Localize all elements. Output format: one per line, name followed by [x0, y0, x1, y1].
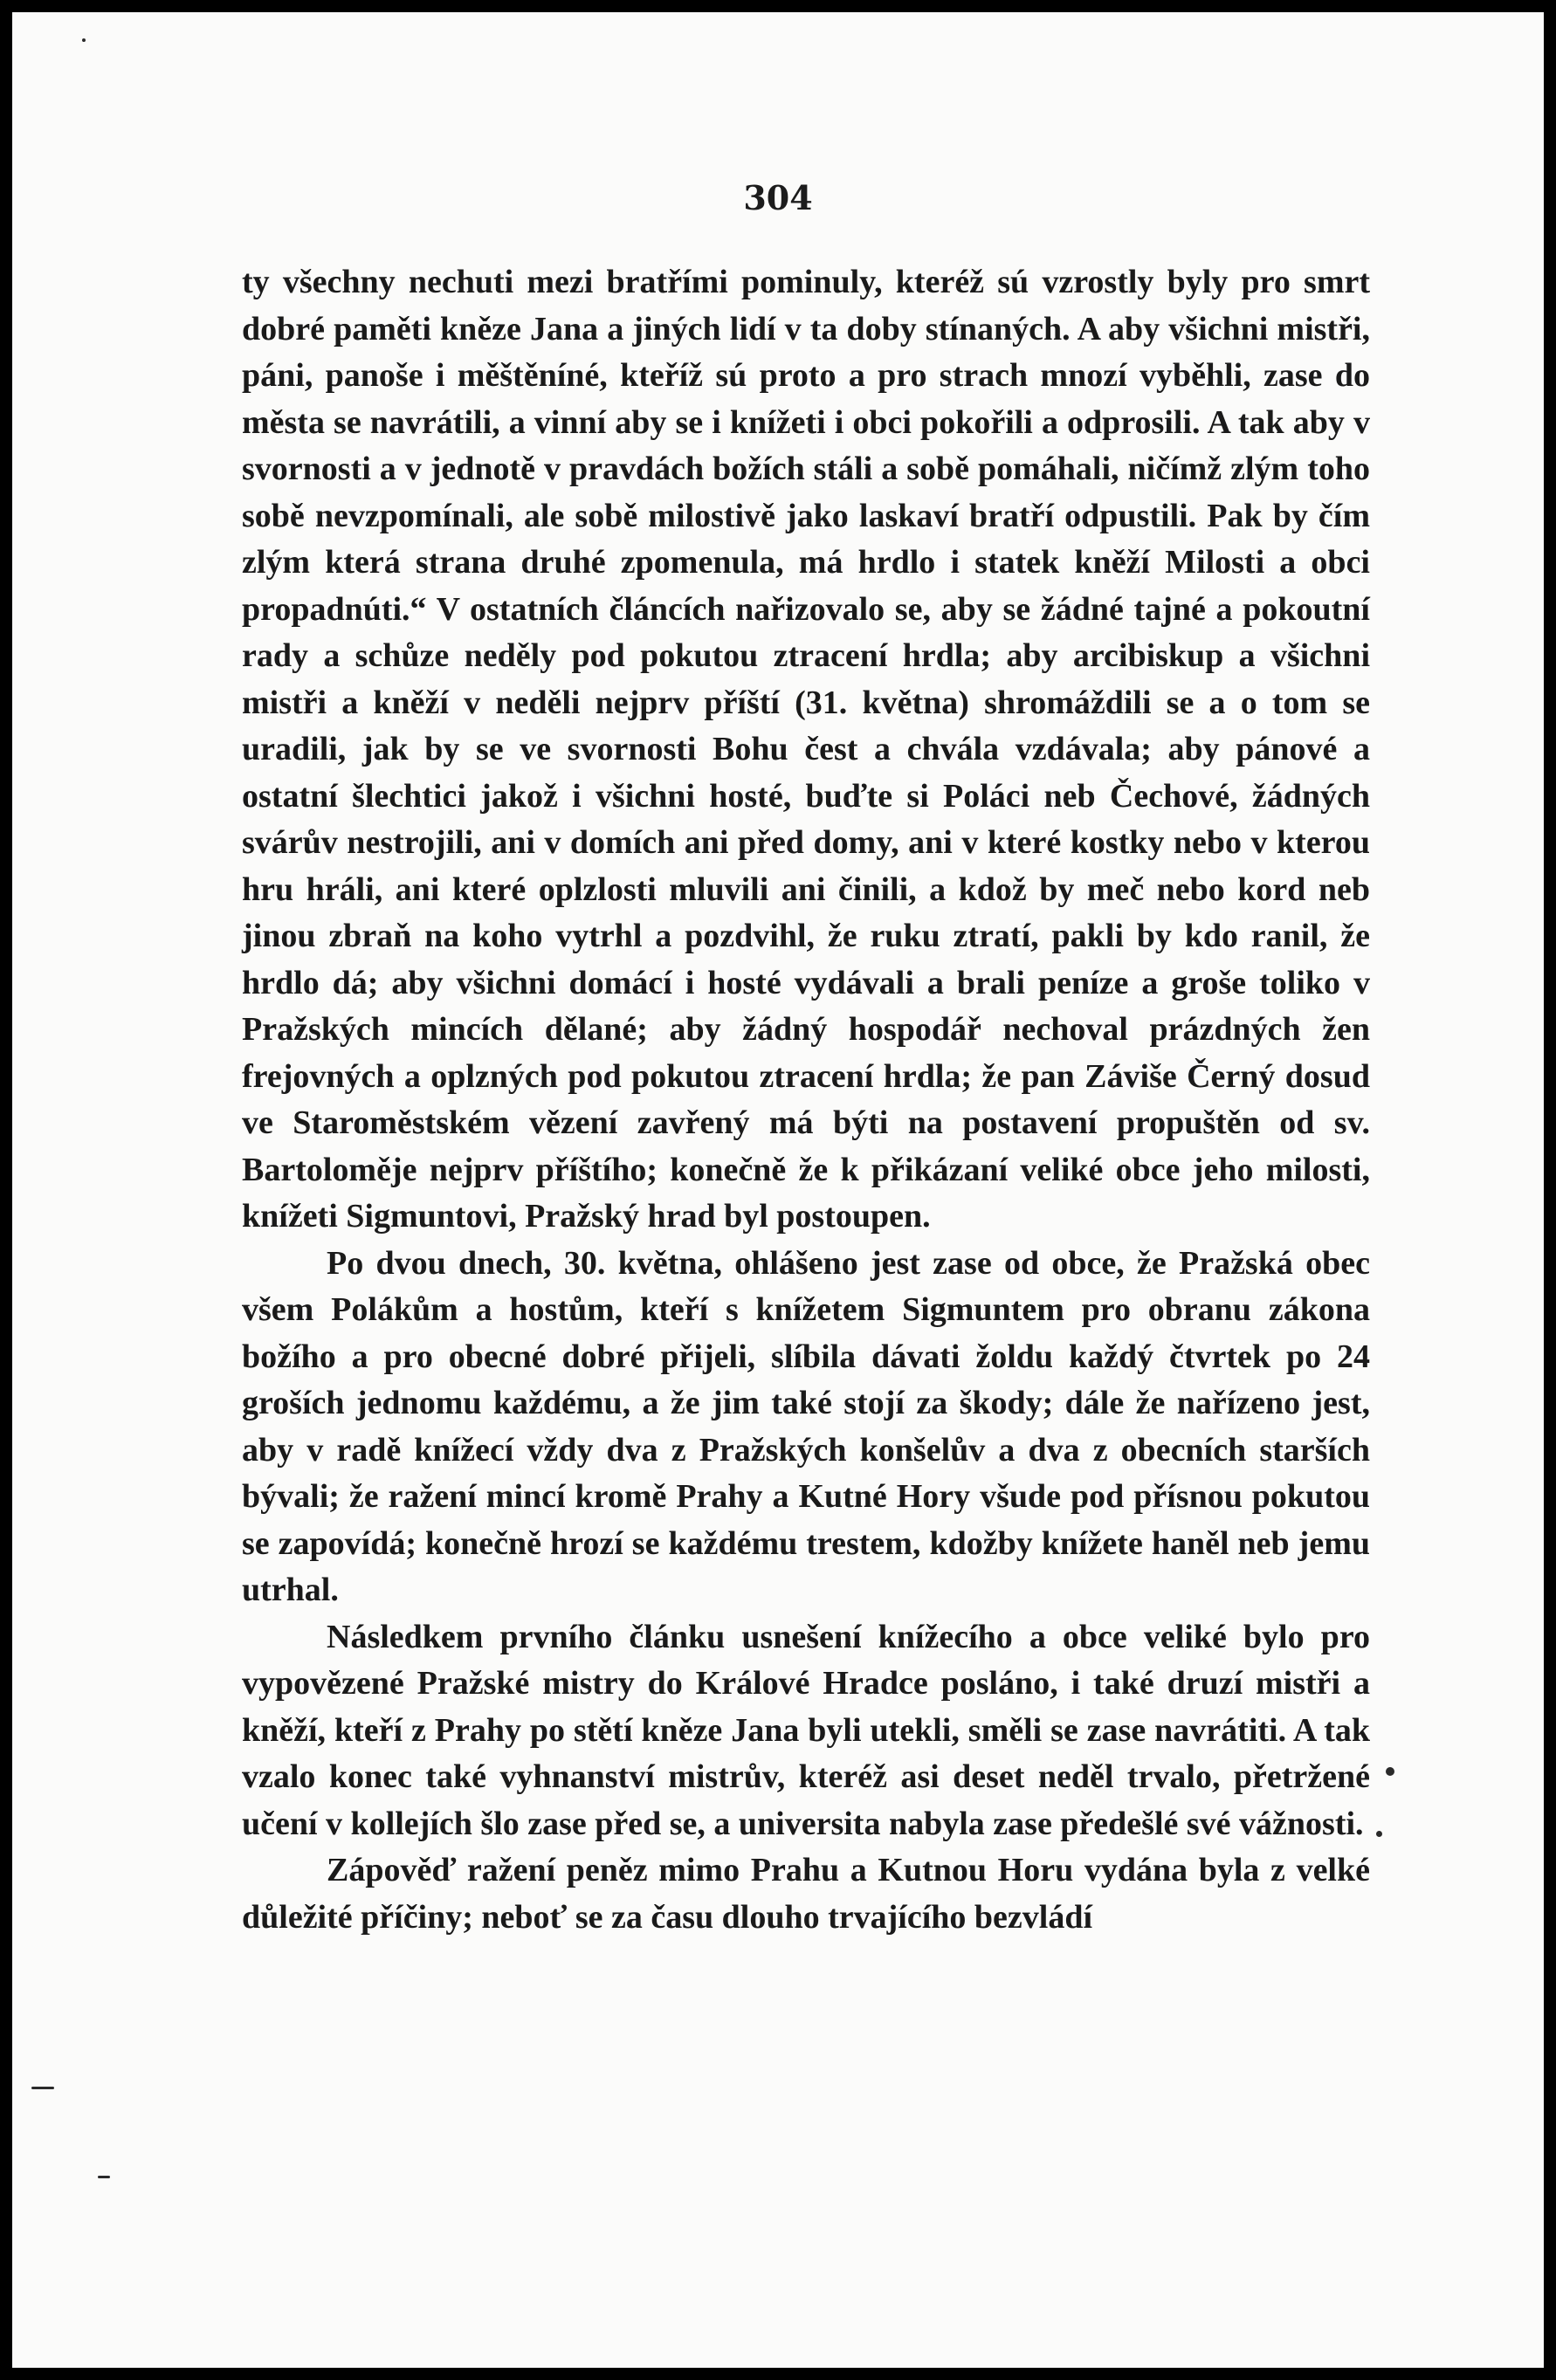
- scan-speck: [31, 2087, 54, 2089]
- paragraph-4: Zápověď ražení peněz mimo Prahu a Kutnou Horu vydána byla z velké důležité příčiny; neboť se za času dlouho trvajícího bezvládí: [242, 1852, 1370, 1936]
- scan-speck: [1376, 1831, 1382, 1837]
- scan-speck: [98, 2176, 110, 2178]
- scan-speck: [1386, 1767, 1394, 1776]
- paragraph-3: Následkem prvního článku usnešení knížecího a obce veliké bylo pro vypovězené Pražské mistry do Králové Hradce posláno, i také druzí mistři a kněží, kteří z Prahy po stětí kněze Jana byli utekli, směli se zase navrátiti. A tak vzalo konec také vyhnanství mistrův, kteréž asi deset neděl trvalo, přetržené učení v kollejích šlo zase před se, a universita nabyla zase předešlé své vážnosti.: [242, 1618, 1370, 1842]
- page-number: 304: [743, 178, 813, 217]
- book-page: [12, 12, 1544, 2368]
- paragraph-2: Po dvou dnech, 30. května, ohlášeno jest zase od obce, že Pražská obec všem Polákům a hostům, kteří s knížetem Sigmuntem pro obranu zákona božího a pro obecné dobré přijeli, slíbila dávati žoldu každý čtvrtek po 24 groších jednomu každému, a že jim také stojí za škody; dále že nařízeno jest, aby v radě knížecí vždy dva z Pražských konšelův a dva z obecních starších bývali; že ražení mincí kromě Prahy a Kutné Hory všude pod přísnou pokutou se zapovídá; konečně hrozí se každému trestem, kdožby knížete haněl neb jemu utrhal.: [242, 1244, 1370, 1608]
- paragraph-1: ty všechny nechuti mezi bratřími pominuly, kteréž sú vzrostly byly pro smrt dobré paměti kněze Jana a jiných lidí v ta doby stínaných. A aby všichni mistři, páni, panoše i měštěníné, kteříž sú proto a pro strach mnozí vyběhli, zase do města se navrátili, a vinní aby se i knížeti i obci pokořili a odprosili. A tak aby v svornosti a v jednotě v pravdách božích stáli a sobě pomáhali, ničímž zlým toho sobě nevzpomínali, ale sobě milostivě jako laskaví bratří odpustili. Pak by čím zlým která strana druhé zpomenula, má hrdlo i statek kněží Milosti a obci propadnúti.“ V ostatních článcích nařizovalo se, aby se žádné tajné a pokoutní rady a schůze neděly pod pokutou ztracení hrdla; aby arcibiskup a všichni mistři a kněží v neděli nejprv příští (31. května) shromáždili se a o tom se uradili, jak by se ve svornosti Bohu čest a chvála vzdávala; aby pánové a ostatní šlechtici jakož i všichni hosté, buďte si Poláci neb Čechové, žádných svárův nestrojili, ani v domích ani před domy, ani v které kostky nebo v kterou hru hráli, ani které oplzlosti mluvili ani činili, a kdož by meč nebo kord neb jinou zbraň na koho vytrhl a pozdvihl, že ruku ztratí, pakli by kdo ranil, že hrdlo dá; aby všichni domácí i hosté vydávali a brali peníze a groše toliko v Pražských mincích dělané; aby žádný hospodář nechoval prázdných žen frejovných a oplzných pod pokutou ztracení hrdla; že pan Záviše Černý dosud ve Staroměstském vězení zavřený má býti na postavení propuštěn od sv. Bartoloměje nejprv příštího; konečně že k přikázaní veliké obce jeho milosti, knížeti Sigmuntovi, Pražský hrad byl postoupen.: [242, 264, 1370, 1235]
- body-text: [242, 259, 1370, 1941]
- scan-speck: [82, 38, 86, 42]
